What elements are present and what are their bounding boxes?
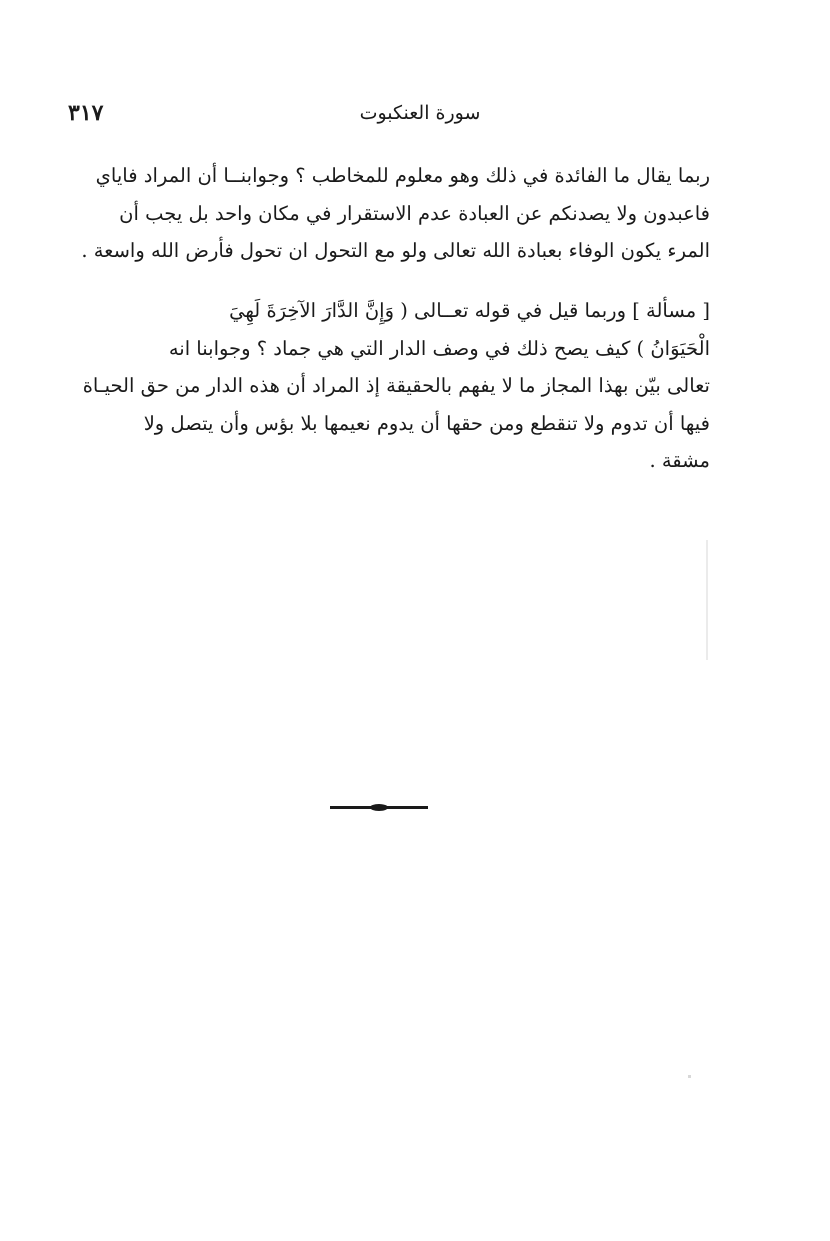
text-line: الْحَيَوَانُ ) كيف يصح ذلك في وصف الدار التي هي جماد ؟ وجوابنا انه [168, 336, 710, 360]
scan-artifact [706, 540, 708, 660]
text-line: مشقة . [649, 449, 710, 472]
text-line: المرء يكون الوفاء بعبادة الله تعالى ولو مع التحول ان تحول فأرض الله واسعة . [81, 239, 710, 262]
text-line: تعالى بيّن بهذا المجاز ما لا يفهم بالحقيقة إذ المراد أن هذه الدار من حق الحيـاة [82, 374, 710, 397]
paragraph-2 [58, 292, 710, 480]
section-separator [330, 806, 428, 809]
page-number: ٣١٧ [68, 100, 104, 126]
paragraph-1 [58, 157, 710, 270]
text-line: ربما يقال ما الفائدة في ذلك وهو معلوم للمخاطب ؟ وجوابنــا أن المراد فاياي [95, 164, 710, 187]
running-title: سورة العنكبوت [359, 102, 481, 124]
text-line: [ مسألة ] وربما قيل في قوله تعــالى ( وَإِنَّ الدَّارَ الآخِرَةَ لَهِيَ [229, 299, 710, 322]
page-header [60, 100, 710, 140]
text-line: فيها أن تدوم ولا تنقطع ومن حقها أن يدوم نعيمها بلا بؤس وأن يتصل ولا [143, 411, 710, 435]
scan-artifact [688, 1075, 691, 1078]
text-line: فاعبدون ولا يصدنكم عن العبادة عدم الاستقرار في مكان واحد بل يجب أن [119, 201, 710, 225]
